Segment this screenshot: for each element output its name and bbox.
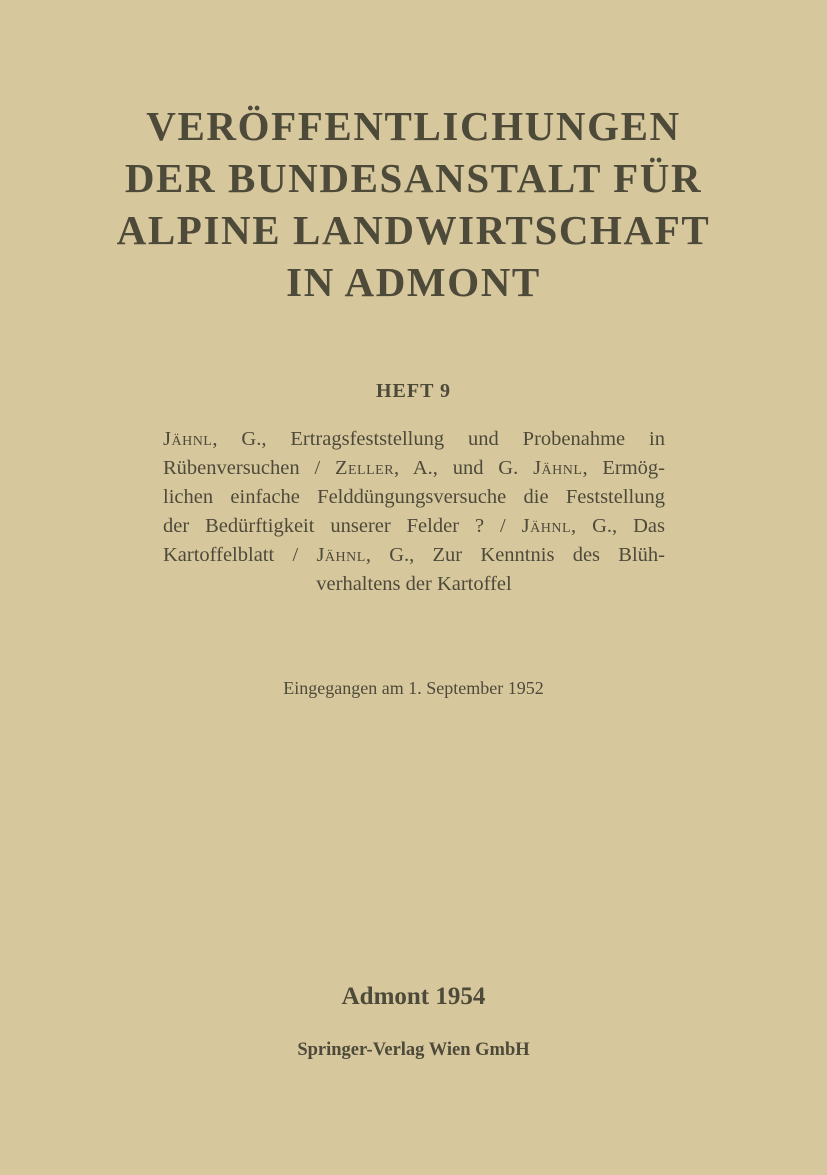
contents-text: , Ermög- bbox=[582, 457, 666, 479]
series-title bbox=[100, 100, 727, 308]
series-title-line-3: ALPINE LANDWIRTSCHAFT bbox=[116, 207, 711, 253]
contents-line bbox=[163, 570, 665, 599]
author-name: Jähnl bbox=[533, 457, 583, 479]
series-title-line-2: DER BUNDESANSTALT FÜR bbox=[124, 155, 703, 201]
contents-text: lichen einfache Felddüngungsversuche die Feststellung bbox=[163, 486, 665, 508]
author-name: Zeller bbox=[334, 457, 395, 479]
place-year: Admont 1954 bbox=[341, 983, 486, 1010]
contents-text: verhaltens der Kartoffel bbox=[316, 573, 512, 595]
table-of-contents bbox=[163, 425, 665, 599]
publisher-name: Springer-Verlag Wien GmbH bbox=[297, 1040, 530, 1060]
contents-text: , G., Ertragsfeststellung und Probenahme in bbox=[212, 428, 665, 450]
contents-text: Rübenversuchen / bbox=[163, 457, 335, 479]
issue-label: HEFT 9 bbox=[375, 380, 452, 402]
contents-line bbox=[163, 425, 665, 454]
author-name: Jähnl bbox=[316, 544, 366, 566]
author-name: Jähnl bbox=[521, 515, 572, 537]
received-date: Eingegangen am 1. September 1952 bbox=[283, 678, 544, 698]
series-title-line-4: IN ADMONT bbox=[286, 259, 541, 305]
contents-text: der Bedürftigkeit unserer Felder ? / bbox=[163, 515, 522, 537]
contents-text: , G., Zur Kenntnis des Blüh- bbox=[365, 544, 665, 566]
contents-line bbox=[163, 483, 665, 512]
contents-text: Kartoffelblatt / bbox=[163, 544, 317, 566]
contents-line bbox=[163, 541, 665, 570]
series-title-line-1: VERÖFFENTLICHUNGEN bbox=[146, 103, 681, 149]
contents-line bbox=[163, 512, 665, 541]
contents-text: , G., Das bbox=[571, 515, 666, 537]
contents-line bbox=[163, 454, 665, 483]
contents-text: , A., und G. bbox=[394, 457, 534, 479]
author-name: Jähnl bbox=[163, 428, 213, 450]
